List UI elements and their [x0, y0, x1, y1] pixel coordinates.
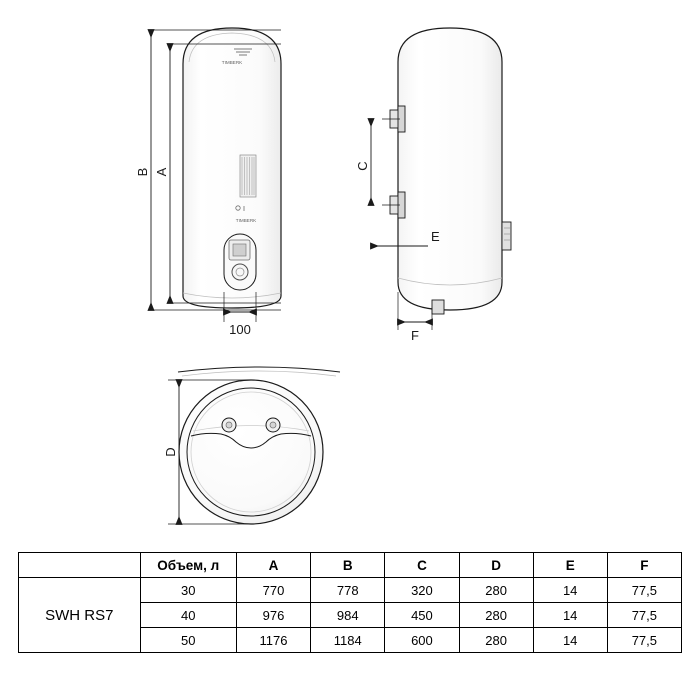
cell-c: 450: [385, 603, 459, 628]
header-model: [19, 553, 141, 578]
cell-a: 1176: [236, 628, 310, 653]
cell-f: 77,5: [607, 603, 681, 628]
cell-d: 280: [459, 578, 533, 603]
side-view-body: [390, 28, 511, 314]
cell-c: 320: [385, 578, 459, 603]
spec-table-head: [19, 553, 682, 578]
cell-a: 770: [236, 578, 310, 603]
cell-f: 77,5: [607, 578, 681, 603]
header-c: C: [385, 553, 459, 578]
svg-text:A: A: [154, 167, 169, 177]
cell-e: 14: [533, 603, 607, 628]
dimension-C-side: [355, 119, 400, 205]
drain-valve: [432, 300, 444, 314]
cell-b: 984: [311, 603, 385, 628]
cell-a: 976: [236, 603, 310, 628]
spec-table-body: [19, 578, 682, 653]
cell-e: 14: [533, 578, 607, 603]
cell-volume: 40: [140, 603, 236, 628]
header-f: F: [607, 553, 681, 578]
svg-text:C: C: [355, 161, 370, 171]
vent-grille: [240, 155, 256, 197]
front-view-body: [183, 28, 281, 308]
cell-b: 778: [311, 578, 385, 603]
cell-d: 280: [459, 603, 533, 628]
cell-volume: 50: [140, 628, 236, 653]
header-a: A: [236, 553, 310, 578]
svg-text:D: D: [163, 447, 178, 457]
spec-table: [18, 552, 682, 653]
control-panel: [224, 234, 256, 290]
model-name-cell: SWH RS7: [19, 578, 141, 653]
svg-text:E: E: [431, 229, 440, 244]
table-row: [19, 578, 682, 603]
cell-e: 14: [533, 628, 607, 653]
cell-d: 280: [459, 628, 533, 653]
svg-text:TIMBERK: TIMBERK: [235, 218, 257, 223]
header-e: E: [533, 553, 607, 578]
header-d: D: [459, 553, 533, 578]
cell-f: 77,5: [607, 628, 681, 653]
spec-table-container: [18, 552, 682, 653]
svg-text:100: 100: [229, 322, 251, 337]
cell-volume: 30: [140, 578, 236, 603]
svg-text:F: F: [411, 328, 419, 343]
cell-c: 600: [385, 628, 459, 653]
cable-gland: [502, 222, 511, 250]
svg-text:B: B: [135, 167, 150, 177]
table-header-row: [19, 553, 682, 578]
top-view-body: [178, 367, 340, 524]
svg-text:TIMBERK: TIMBERK: [221, 60, 243, 65]
cell-b: 1184: [311, 628, 385, 653]
header-b: B: [311, 553, 385, 578]
header-volume: Объем, л: [140, 553, 236, 578]
